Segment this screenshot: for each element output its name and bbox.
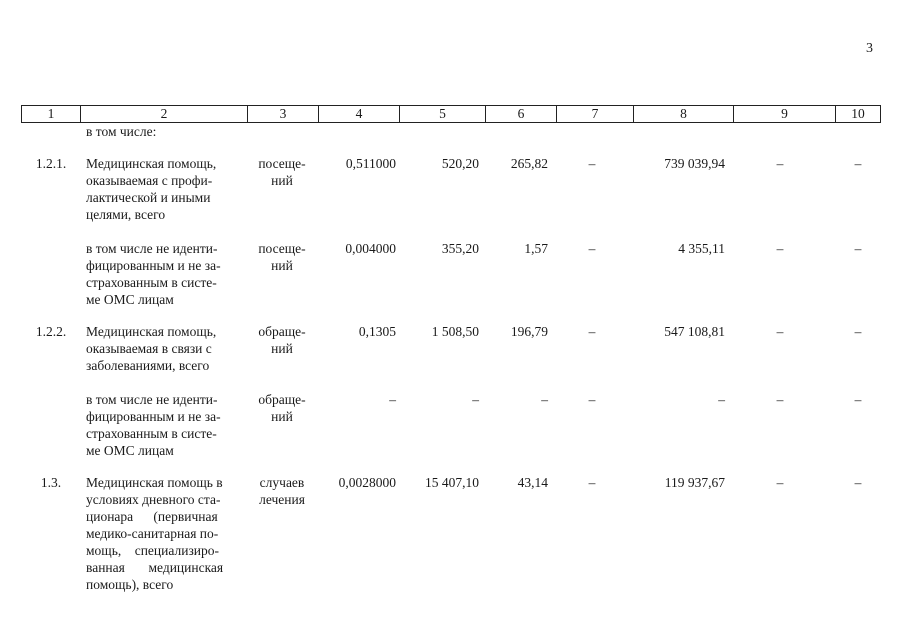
row-col-7: – (588, 156, 596, 171)
row-name-line: в том числе не иденти- (86, 392, 218, 407)
header-col-8: 8 (634, 106, 734, 123)
row-name (86, 323, 239, 374)
header-col-5: 5 (400, 106, 486, 123)
row-unit-line: ний (271, 173, 293, 188)
row-unit-line: ний (271, 258, 293, 273)
header-col-7: 7 (557, 106, 634, 123)
row-col-10: – (854, 241, 862, 256)
row-number: 1.2.1. (35, 156, 67, 171)
row-col-9: – (776, 392, 784, 407)
row-name-line: помощь), всего (86, 577, 174, 592)
row-col-9: – (776, 475, 784, 490)
row-col-4: 0,0028000 (338, 475, 396, 490)
row-unit-line: ний (271, 341, 293, 356)
row-unit-line: случаев (259, 475, 305, 490)
row-name (86, 155, 239, 223)
row-name-line: условиях дневного ста- (86, 492, 221, 507)
header-col-9: 9 (734, 106, 836, 123)
row-col-5: 1 508,50 (431, 324, 479, 339)
row-name-line: заболеваниями, всего (86, 358, 210, 373)
row-col-4: 0,1305 (358, 324, 396, 339)
row-name-line: лактической и иными (86, 190, 211, 205)
row-unit (252, 240, 312, 274)
row-col-10: – (854, 392, 862, 407)
row-name-line: ме ОМС лицам (86, 292, 174, 307)
row-name-line: мощь, специализиро- (86, 543, 220, 558)
row-unit-line: ний (271, 409, 293, 424)
row-name (86, 391, 239, 459)
row-number: 1.2.2. (35, 324, 67, 339)
row-col-7: – (588, 324, 596, 339)
row-col-8: 4 355,11 (678, 241, 725, 256)
row-col-4: – (389, 392, 396, 407)
row-unit-line: обраще- (258, 324, 306, 339)
row-unit (252, 155, 312, 189)
row-col-8: 547 108,81 (664, 324, 725, 339)
row-unit (252, 323, 312, 357)
row-name-line: в том числе не иденти- (86, 241, 218, 256)
row-name-line: целями, всего (86, 207, 166, 222)
row-col-5: 520,20 (441, 156, 479, 171)
row-name-line: ционара (первичная (86, 509, 218, 524)
row-col-5: 355,20 (441, 241, 479, 256)
row-col-9: – (776, 156, 784, 171)
row-name (86, 474, 239, 593)
row-name-line: страхованным в систе- (86, 426, 217, 441)
row-col-10: – (854, 475, 862, 490)
row-name-line: фицированным и не за- (86, 258, 221, 273)
row-unit-line: посеще- (258, 241, 306, 256)
row-name-line: фицированным и не за- (86, 409, 221, 424)
row-col-4: 0,004000 (345, 241, 396, 256)
row-unit-line: обраще- (258, 392, 306, 407)
row-name-line: Медицинская помощь, (86, 156, 217, 171)
row-name-line: медико-санитарная по- (86, 526, 219, 541)
row-col-6: 265,82 (510, 156, 548, 171)
row-col-7: – (588, 392, 596, 407)
row-col-8: 739 039,94 (664, 156, 725, 171)
row-col-5: 15 407,10 (425, 475, 479, 490)
column-number-header (21, 105, 881, 123)
row-col-9: – (776, 324, 784, 339)
row-name-line: оказываемая в связи с (86, 341, 212, 356)
row-name (86, 240, 239, 308)
row-col-6: 1,57 (524, 241, 548, 256)
row-col-6: 196,79 (510, 324, 548, 339)
row-name-line: оказываемая с профи- (86, 173, 213, 188)
row-col-8: 119 937,67 (664, 475, 725, 490)
header-col-1: 1 (22, 106, 81, 123)
row-col-5: – (472, 392, 479, 407)
row-unit (252, 391, 312, 425)
row-col-9: – (776, 241, 784, 256)
header-col-2: 2 (81, 106, 248, 123)
row-name-line: Медицинская помощь, (86, 324, 217, 339)
row-col-8: – (718, 392, 725, 407)
header-col-3: 3 (248, 106, 319, 123)
row-unit (252, 474, 312, 508)
row-col-4: 0,511000 (345, 156, 396, 171)
row-col-10: – (854, 324, 862, 339)
row-unit-line: посеще- (258, 156, 306, 171)
row-col-10: – (854, 156, 862, 171)
header-col-4: 4 (319, 106, 400, 123)
header-col-6: 6 (486, 106, 557, 123)
row-col-7: – (588, 475, 596, 490)
row-name-line: ванная медицинская (86, 560, 224, 575)
row-col-6: – (541, 392, 548, 407)
page-number: 3 (866, 41, 873, 56)
header-col-10: 10 (836, 106, 881, 123)
row-col-7: – (588, 241, 596, 256)
row-number: 1.3. (40, 475, 62, 490)
subheading: в том числе: (86, 124, 157, 139)
row-name-line: ме ОМС лицам (86, 443, 174, 458)
row-col-6: 43,14 (517, 475, 548, 490)
row-unit-line: лечения (259, 492, 305, 507)
row-name-line: страхованным в систе- (86, 275, 217, 290)
row-name-line: Медицинская помощь в (86, 475, 223, 490)
